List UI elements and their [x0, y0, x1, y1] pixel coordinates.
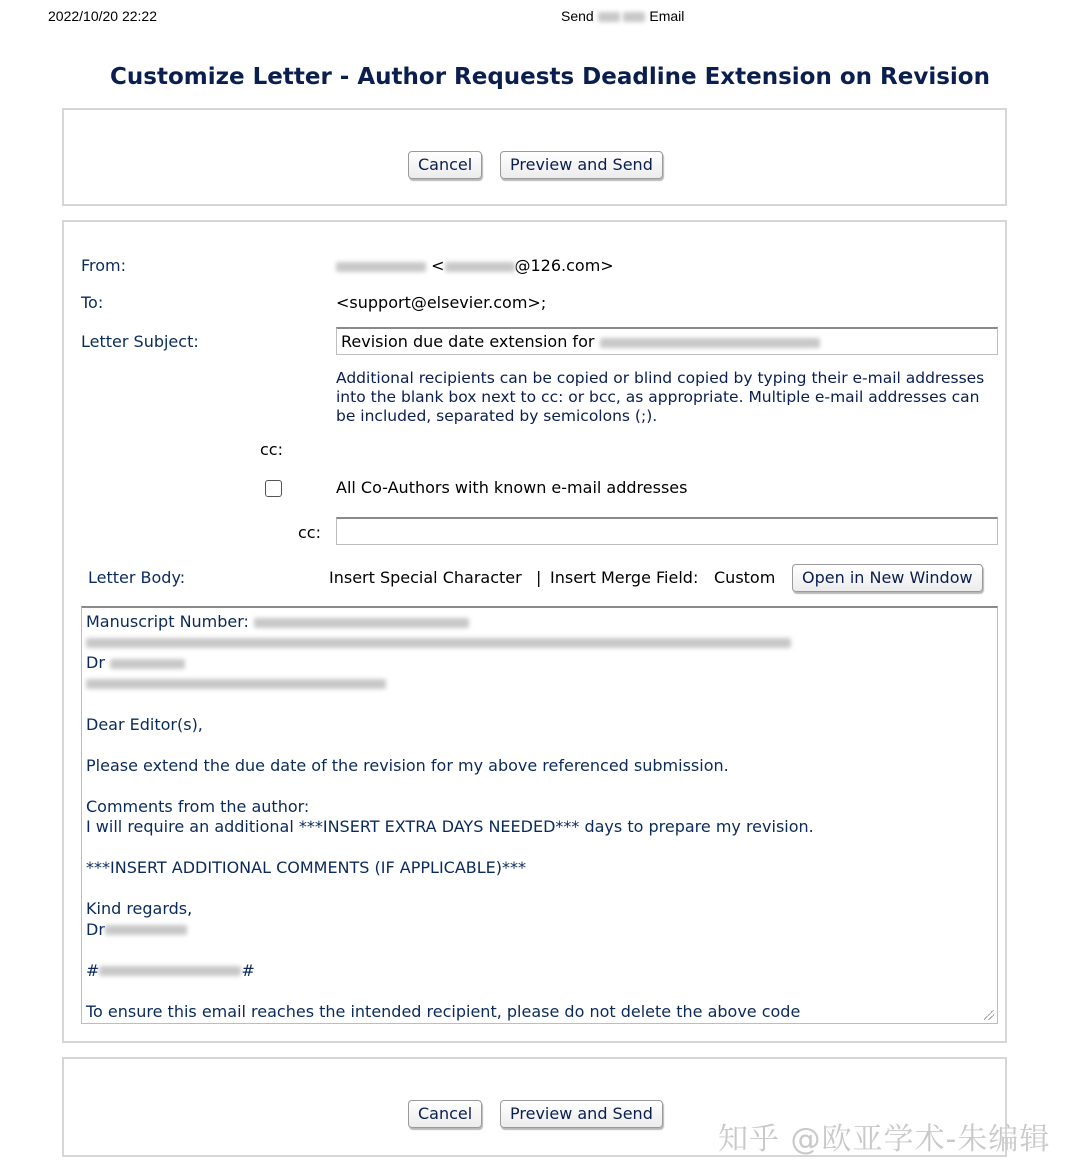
top-button-panel [62, 108, 1007, 206]
subject-label: Letter Subject: [81, 332, 199, 351]
from-email-domain: @126.com> [514, 256, 614, 275]
page-title: Customize Letter - Author Requests Deadline Extension on Revision [110, 64, 990, 90]
comments-line: I will require an additional ***INSERT EXTRA DAYS NEEDED*** days to prepare my revision. [86, 817, 814, 836]
print-page-title [561, 8, 684, 24]
coauthors-checkbox[interactable] [265, 480, 282, 497]
from-label: From: [81, 256, 127, 275]
insert-special-character-link[interactable]: Insert Special Character [329, 568, 522, 587]
print-datetime: 2022/10/20 22:22 [48, 8, 157, 24]
resize-handle-icon[interactable] [984, 1010, 994, 1020]
additional-comments-line: ***INSERT ADDITIONAL COMMENTS (IF APPLICABLE)*** [86, 858, 527, 877]
preview-and-send-button-bottom[interactable]: Preview and Send [500, 1100, 663, 1128]
redacted-text [623, 12, 645, 22]
dr-prefix: Dr [86, 653, 105, 672]
code-end: # [241, 960, 255, 980]
sign-prefix: Dr [86, 919, 105, 939]
preview-and-send-button[interactable]: Preview and Send [500, 151, 663, 179]
cancel-button[interactable]: Cancel [408, 151, 482, 179]
watermark: 知乎 @欧亚学术-朱编辑 [718, 1122, 1051, 1157]
open-in-new-window-button[interactable]: Open in New Window [792, 564, 983, 592]
greeting-line: Dear Editor(s), [86, 714, 203, 734]
letter-body-textarea[interactable] [81, 606, 998, 1024]
recipients-help-text: Additional recipients can be copied or blind copied by typing their e-mail addresses into the blank box next to cc: or bcc, as appropriate. Multiple e-mail addresses can be included, separated by semicolons (;). [336, 369, 985, 425]
redacted-text [86, 638, 791, 648]
cc-input[interactable] [336, 517, 998, 545]
letter-body-label: Letter Body: [88, 568, 186, 587]
from-value: < @126.com> [336, 256, 614, 275]
print-title-end: Email [649, 8, 685, 24]
subject-input[interactable] [336, 327, 998, 355]
cc-label: cc: [260, 440, 283, 459]
redacted-text [254, 618, 469, 628]
print-title-start: Send [561, 8, 594, 24]
to-label: To: [81, 293, 104, 312]
to-value: <support@elsevier.com>; [336, 293, 547, 312]
redacted-text [600, 338, 820, 348]
cancel-button-bottom[interactable]: Cancel [408, 1100, 482, 1128]
merge-field-custom[interactable]: Custom [714, 568, 776, 587]
cc-input-label: cc: [298, 523, 321, 542]
redacted-text [598, 12, 620, 22]
manuscript-number-label: Manuscript Number: [86, 612, 249, 631]
toolbar-separator: | [536, 568, 542, 587]
redacted-text [99, 966, 241, 976]
redacted-text [336, 262, 426, 272]
comments-label-line: Comments from the author: [86, 796, 310, 816]
insert-merge-field-label: Insert Merge Field: [550, 568, 699, 587]
redacted-text [445, 262, 515, 272]
coauthors-label: All Co-Authors with known e-mail addresses [336, 478, 688, 497]
code-start: # [86, 960, 100, 980]
redacted-text [105, 925, 187, 935]
closing-line: Kind regards, [86, 899, 193, 918]
subject-text: Revision due date extension for [341, 332, 595, 351]
redacted-text [110, 659, 185, 669]
request-line: Please extend the due date of the revision for my above referenced submission. [86, 755, 729, 775]
footer-note-line: To ensure this email reaches the intended recipient, please do not delete the above code [86, 1001, 801, 1021]
redacted-text [86, 679, 386, 689]
